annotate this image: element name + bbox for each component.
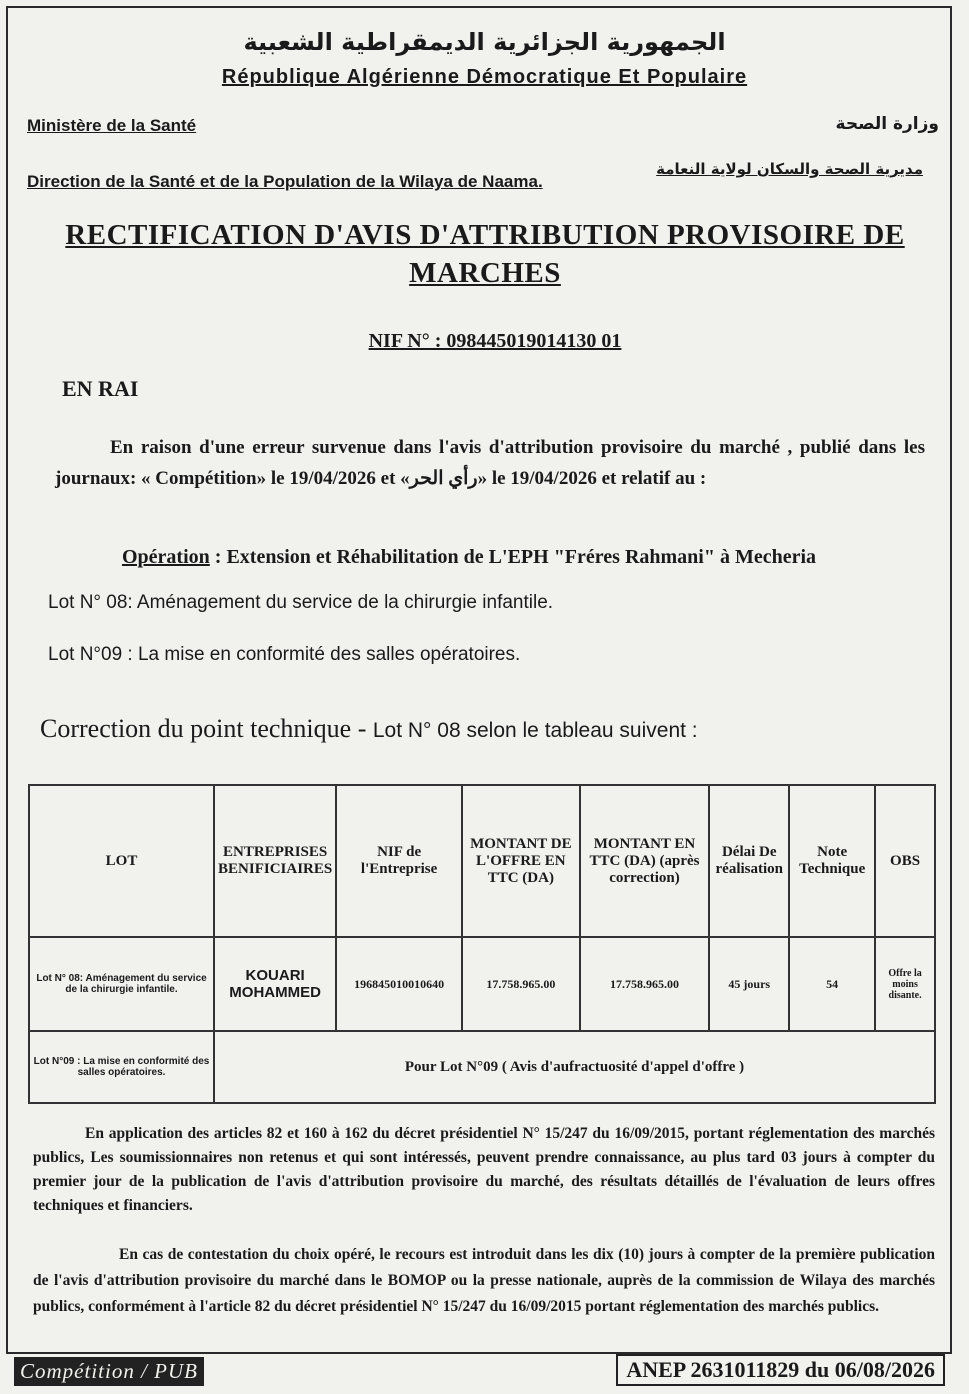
arabic-republic-title: الجمهورية الجزائرية الديمقراطية الشعبية	[243, 28, 726, 56]
cell-montant-offre: 17.758.965.00	[462, 937, 580, 1031]
lot-09-line: Lot N°09 : La mise en conformité des salles opératoires.	[48, 644, 521, 665]
header-obs: OBS	[875, 785, 935, 937]
correction-main: Correction du point technique -	[40, 714, 373, 743]
table-header-row	[29, 785, 935, 937]
header-lot: LOT	[29, 785, 214, 937]
operation-text: : Extension et Réhabilitation de L'EPH "Fréres Rahmani" à Mecheria	[209, 546, 817, 568]
publication-tag: Compétition / PUB	[14, 1357, 204, 1386]
operation-label: Opération	[122, 546, 210, 568]
cell-note: 54	[789, 937, 875, 1031]
anep-reference: ANEP 2631011829 du 06/08/2026	[616, 1354, 945, 1386]
direction-arabic: مديرية الصحة والسكان لولاية النعامة	[656, 160, 923, 178]
header-montant-offre: MONTANT DE L'OFFRE EN TTC (DA)	[462, 785, 580, 937]
header-montant-ttc: MONTANT EN TTC (DA) (après correction)	[580, 785, 710, 937]
notice-title: RECTIFICATION D'AVIS D'ATTRIBUTION PROVISOIRE DE MARCHES	[65, 219, 905, 289]
lot-08-line: Lot N° 08: Aménagement du service de la chirurgie infantile.	[48, 592, 554, 613]
ministry-french: Ministère de la Santé	[27, 116, 197, 135]
table-row	[29, 1031, 935, 1103]
en-rai-heading: EN RAI	[62, 376, 139, 401]
french-republic-title: République Algérienne Démocratique Et Populaire	[221, 66, 748, 88]
cell-nif: 196845010010640	[336, 937, 462, 1031]
intro-paragraph: En raison d'une erreur survenue dans l'avis d'attribution provisoire du marché , publié dans les journaux: « Compétition» le 19/04/2026 et «رأي الحر» le 19/04/2026 et relatif au :	[55, 437, 925, 489]
attribution-table	[28, 784, 936, 1104]
contestation-paragraph: En cas de contestation du choix opéré, le recours est introduit dans les dix (10) jours à compter de la première publication de l'avis d'attribution provisoire du marché dans le BOMOP ou la presse nationale, auprès de la commission de Wilaya des marchés publics, conformément à l'article 82 du décret présidentiel N° 15/247 du 16/09/2015 portant réglementation des marchés publics.	[33, 1246, 935, 1315]
header-entreprises: ENTREPRISES BENIFICIAIRES	[214, 785, 336, 937]
header-delai: Délai De réalisation	[709, 785, 789, 937]
application-paragraph: En application des articles 82 et 160 à 162 du décret présidentiel N° 15/247 du 16/09/2015, portant réglementation des marchés publics, Les soumissionnaires non retenus et qui sont intéressés, peuvent prendre connaissance, au plus tard 03 jours à compter du premier jour de la publication de l'avis d'attribution provisoire du marché, des résultats détaillés de l'évaluation de leurs offres techniques et financiers.	[33, 1125, 935, 1214]
nif-number: NIF N° : 098445019014130 01	[368, 330, 622, 352]
cell-delai: 45 jours	[709, 937, 789, 1031]
correction-suffix: Lot N° 08 selon le tableau suivent :	[372, 719, 698, 742]
cell-merged-notice: Pour Lot N°09 ( Avis d'aufractuosité d'appel d'offre )	[214, 1031, 935, 1103]
correction-heading	[40, 714, 698, 744]
header-note: Note Technique	[789, 785, 875, 937]
cell-montant-ttc: 17.758.965.00	[580, 937, 710, 1031]
ministry-arabic: وزارة الصحة	[835, 114, 939, 134]
cell-lot: Lot N° 08: Aménagement du service de la chirurgie infantile.	[29, 937, 214, 1031]
cell-lot: Lot N°09 : La mise en conformité des salles opératoires.	[29, 1031, 214, 1103]
cell-entreprise: KOUARI MOHAMMED	[214, 937, 336, 1031]
table-row	[29, 937, 935, 1031]
operation-line	[122, 546, 816, 569]
header-nif: NIF de l'Entreprise	[336, 785, 462, 937]
cell-obs: Offre la moins disante.	[875, 937, 935, 1031]
direction-french: Direction de la Santé et de la Population de la Wilaya de Naama.	[27, 172, 543, 191]
